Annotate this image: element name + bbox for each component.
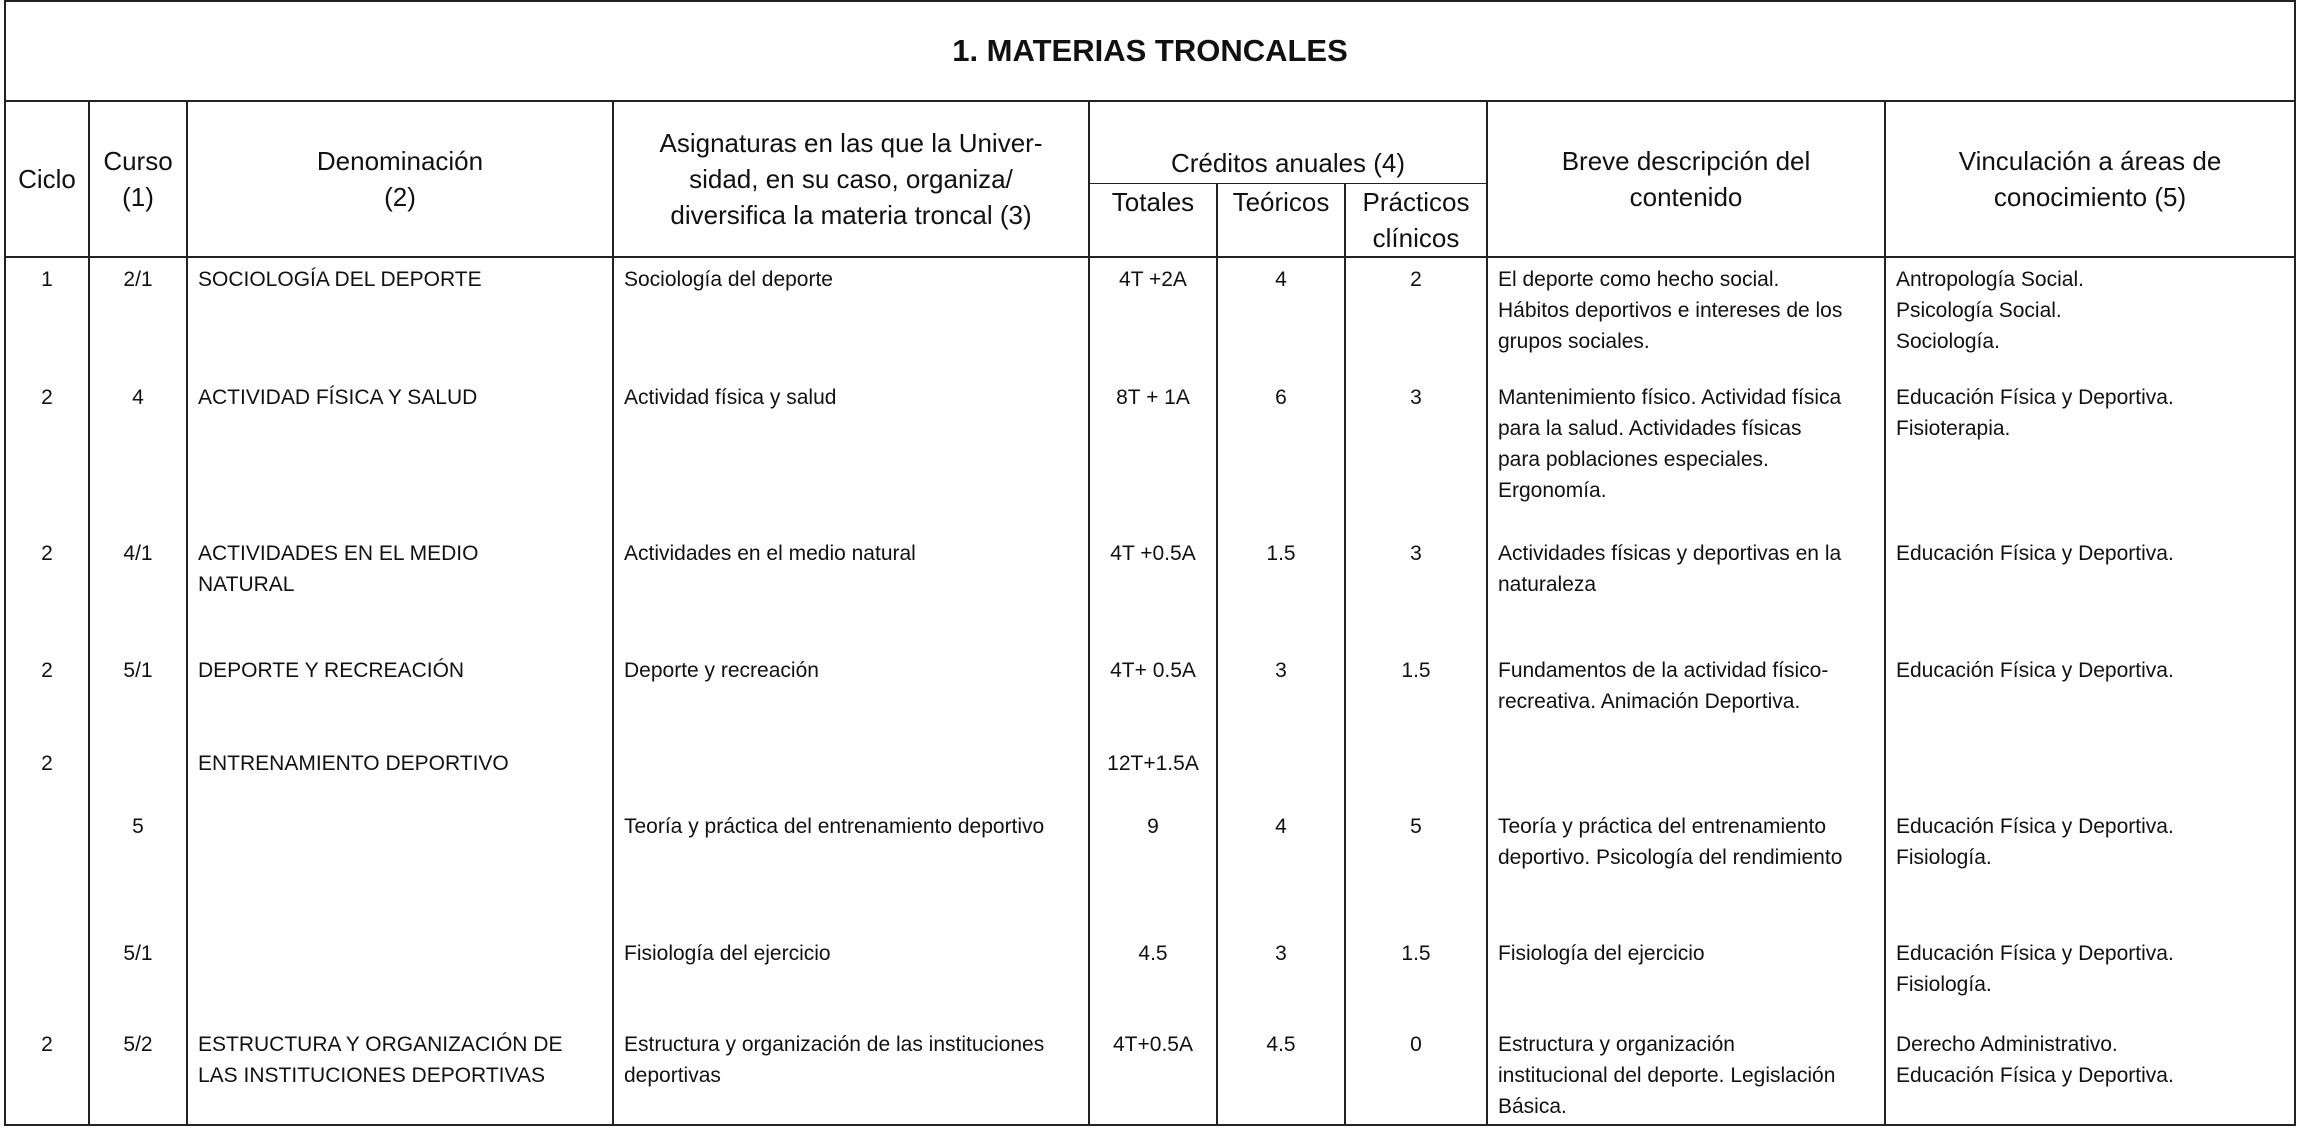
cell-practicos: 5 [1345, 811, 1487, 938]
cell-teoricos: 1.5 [1217, 538, 1345, 655]
cell-descripcion: Fisiología del ejercicio [1487, 938, 1885, 1029]
cell-asignatura [613, 748, 1089, 811]
cell-denominacion [187, 811, 613, 938]
cell-practicos: 1.5 [1345, 938, 1487, 1029]
cell-teoricos: 6 [1217, 382, 1345, 538]
header-totales: Totales [1089, 183, 1217, 257]
cell-denominacion [187, 938, 613, 1029]
cell-asignatura: Deporte y recreación [613, 655, 1089, 748]
cell-vinculacion: Educación Física y Deportiva. [1885, 655, 2295, 748]
cell-ciclo: 2 [5, 655, 89, 748]
cell-vinculacion: Derecho Administrativo. Educación Física y Deportiva. [1885, 1029, 2295, 1125]
table-row [5, 538, 2295, 655]
cell-descripcion [1487, 748, 1885, 811]
header-asignaturas: Asignaturas en las que la Univer- sidad, en su caso, organiza/ diversifica la materia troncal (3) [613, 101, 1089, 257]
header-denominacion: Denominación (2) [187, 101, 613, 257]
cell-ciclo: 2 [5, 748, 89, 811]
cell-teoricos [1217, 748, 1345, 811]
table-row [5, 1029, 2295, 1125]
cell-descripcion: El deporte como hecho social. Hábitos deportivos e intereses de los grupos sociales. [1487, 257, 1885, 382]
cell-ciclo [5, 811, 89, 938]
cell-ciclo: 2 [5, 1029, 89, 1125]
cell-teoricos: 3 [1217, 938, 1345, 1029]
cell-practicos: 1.5 [1345, 655, 1487, 748]
cell-asignatura: Actividad física y salud [613, 382, 1089, 538]
cell-asignatura: Estructura y organización de las instituciones deportivas [613, 1029, 1089, 1125]
cell-practicos: 3 [1345, 538, 1487, 655]
cell-ciclo [5, 938, 89, 1029]
cell-vinculacion: Antropología Social. Psicología Social. Sociología. [1885, 257, 2295, 382]
cell-totales: 4T+0.5A [1089, 1029, 1217, 1125]
cell-denominacion: ACTIVIDADES EN EL MEDIO NATURAL [187, 538, 613, 655]
cell-practicos: 3 [1345, 382, 1487, 538]
cell-practicos [1345, 748, 1487, 811]
cell-asignatura: Teoría y práctica del entrenamiento deportivo [613, 811, 1089, 938]
cell-totales: 8T + 1A [1089, 382, 1217, 538]
cell-curso: 4/1 [89, 538, 187, 655]
cell-totales: 4.5 [1089, 938, 1217, 1029]
cell-curso: 4 [89, 382, 187, 538]
header-ciclo: Ciclo [5, 101, 89, 257]
cell-descripcion: Mantenimiento físico. Actividad física para la salud. Actividades físicas para poblaciones especiales. Ergonomía. [1487, 382, 1885, 538]
cell-descripcion: Estructura y organización institucional del deporte. Legislación Básica. [1487, 1029, 1885, 1125]
cell-vinculacion [1885, 748, 2295, 811]
cell-vinculacion: Educación Física y Deportiva. Fisioterapia. [1885, 382, 2295, 538]
table-row [5, 748, 2295, 811]
cell-curso: 5/1 [89, 655, 187, 748]
cell-descripcion: Fundamentos de la actividad físico- recreativa. Animación Deportiva. [1487, 655, 1885, 748]
cell-denominacion: ACTIVIDAD FÍSICA Y SALUD [187, 382, 613, 538]
cell-vinculacion: Educación Física y Deportiva. Fisiología. [1885, 811, 2295, 938]
cell-practicos: 2 [1345, 257, 1487, 382]
cell-curso: 5/1 [89, 938, 187, 1029]
cell-ciclo: 2 [5, 538, 89, 655]
cell-practicos: 0 [1345, 1029, 1487, 1125]
cell-curso [89, 748, 187, 811]
cell-denominacion: ESTRUCTURA Y ORGANIZACIÓN DE LAS INSTITUCIONES DEPORTIVAS [187, 1029, 613, 1125]
table-row [5, 257, 2295, 382]
cell-asignatura: Actividades en el medio natural [613, 538, 1089, 655]
cell-teoricos: 4 [1217, 811, 1345, 938]
cell-totales: 12T+1.5A [1089, 748, 1217, 811]
header-creditos: Créditos anuales (4) [1089, 101, 1487, 183]
header-teoricos: Teóricos [1217, 183, 1345, 257]
cell-teoricos: 3 [1217, 655, 1345, 748]
header-descripcion: Breve descripción del contenido [1487, 101, 1885, 257]
materias-table [4, 0, 2296, 1126]
cell-asignatura: Fisiología del ejercicio [613, 938, 1089, 1029]
cell-ciclo: 2 [5, 382, 89, 538]
cell-denominacion: ENTRENAMIENTO DEPORTIVO [187, 748, 613, 811]
cell-teoricos: 4 [1217, 257, 1345, 382]
table-row [5, 811, 2295, 938]
cell-curso: 5/2 [89, 1029, 187, 1125]
header-vinculacion: Vinculación a áreas de conocimiento (5) [1885, 101, 2295, 257]
cell-descripcion: Teoría y práctica del entrenamiento deportivo. Psicología del rendimiento [1487, 811, 1885, 938]
cell-vinculacion: Educación Física y Deportiva. [1885, 538, 2295, 655]
table-row [5, 382, 2295, 538]
table-title: 1. MATERIAS TRONCALES [5, 1, 2295, 101]
cell-curso: 2/1 [89, 257, 187, 382]
cell-descripcion: Actividades físicas y deportivas en la naturaleza [1487, 538, 1885, 655]
cell-vinculacion: Educación Física y Deportiva. Fisiología. [1885, 938, 2295, 1029]
cell-totales: 4T +0.5A [1089, 538, 1217, 655]
header-practicos: Prácticos clínicos [1345, 183, 1487, 257]
cell-totales: 9 [1089, 811, 1217, 938]
cell-asignatura: Sociología del deporte [613, 257, 1089, 382]
table-row [5, 938, 2295, 1029]
cell-denominacion: DEPORTE Y RECREACIÓN [187, 655, 613, 748]
cell-totales: 4T +2A [1089, 257, 1217, 382]
header-curso: Curso (1) [89, 101, 187, 257]
table-row [5, 655, 2295, 748]
cell-totales: 4T+ 0.5A [1089, 655, 1217, 748]
cell-ciclo: 1 [5, 257, 89, 382]
cell-denominacion: SOCIOLOGÍA DEL DEPORTE [187, 257, 613, 382]
cell-curso: 5 [89, 811, 187, 938]
cell-teoricos: 4.5 [1217, 1029, 1345, 1125]
